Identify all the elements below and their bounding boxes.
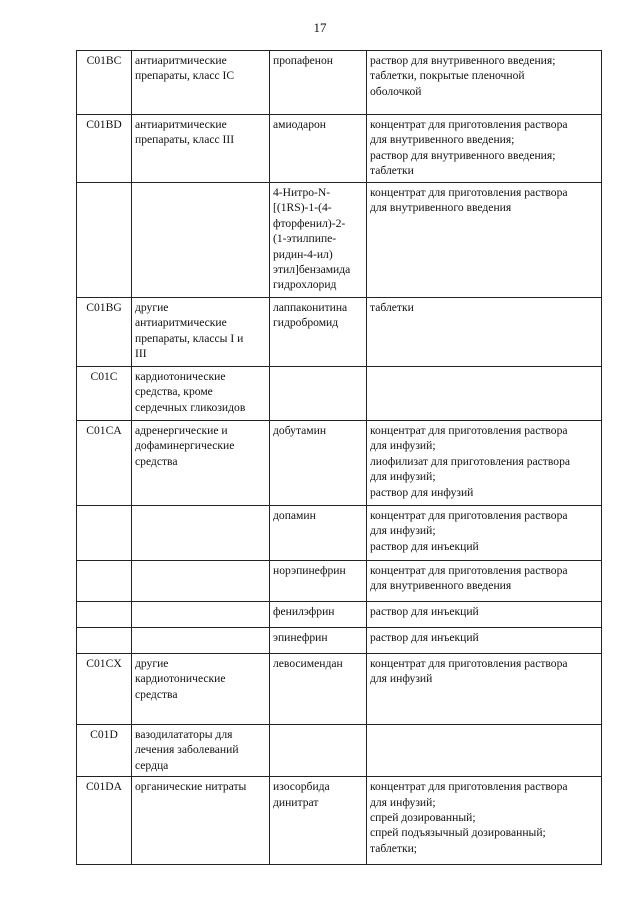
group-name-cell: [132, 602, 270, 628]
table-row: [77, 654, 602, 725]
drug-name-cell: допамин: [270, 506, 367, 561]
atc-code-cell: C01C: [77, 367, 132, 421]
table-row: [77, 506, 602, 561]
atc-code-cell: [77, 561, 132, 602]
drug-name-cell: фенилэфрин: [270, 602, 367, 628]
table-row: [77, 367, 602, 421]
table-row: [77, 561, 602, 602]
group-name-cell: [132, 561, 270, 602]
dosage-form-cell: раствор для инъекций: [367, 602, 602, 628]
atc-code-cell: C01BD: [77, 115, 132, 183]
table-row: [77, 51, 602, 115]
drug-name-cell: [270, 725, 367, 777]
table-row: [77, 777, 602, 865]
table-row: [77, 602, 602, 628]
table-row: [77, 183, 602, 298]
dosage-form-cell: концентрат для приготовления раствора для внутривенного введения; раствор для внутривенного введения; таблетки: [367, 115, 602, 183]
atc-code-cell: [77, 628, 132, 654]
dosage-form-cell: концентрат для приготовления раствора для инфузий; лиофилизат для приготовления раствора для инфузий; раствор для инфузий: [367, 421, 602, 506]
drug-name-cell: лаппаконитина гидробромид: [270, 298, 367, 367]
group-name-cell: антиаритмические препараты, класс III: [132, 115, 270, 183]
table-row: [77, 298, 602, 367]
group-name-cell: другие кардиотонические средства: [132, 654, 270, 725]
drug-name-cell: добутамин: [270, 421, 367, 506]
drug-name-cell: [270, 367, 367, 421]
dosage-form-cell: раствор для инъекций: [367, 628, 602, 654]
group-name-cell: адренергические и дофаминергические средства: [132, 421, 270, 506]
drug-name-cell: изосорбида динитрат: [270, 777, 367, 865]
atc-code-cell: [77, 183, 132, 298]
group-name-cell: вазодилататоры для лечения заболеваний сердца: [132, 725, 270, 777]
drug-name-cell: норэпинефрин: [270, 561, 367, 602]
drug-name-cell: амиодарон: [270, 115, 367, 183]
atc-code-cell: C01BG: [77, 298, 132, 367]
group-name-cell: антиаритмические препараты, класс IC: [132, 51, 270, 115]
group-name-cell: органические нитраты: [132, 777, 270, 865]
dosage-form-cell: раствор для внутривенного введения; таблетки, покрытые пленочной оболочкой: [367, 51, 602, 115]
dosage-form-cell: таблетки: [367, 298, 602, 367]
drug-name-cell: 4-Нитро-N- [(1RS)-1-(4- фторфенил)-2- (1-этилпипе- ридин-4-ил) этил]бензамида гидрохлорид: [270, 183, 367, 298]
dosage-form-cell: концентрат для приготовления раствора для инфузий: [367, 654, 602, 725]
group-name-cell: [132, 506, 270, 561]
table-row: [77, 421, 602, 506]
dosage-form-cell: [367, 725, 602, 777]
drug-classification-table: [76, 50, 602, 865]
atc-code-cell: C01D: [77, 725, 132, 777]
dosage-form-cell: [367, 367, 602, 421]
group-name-cell: [132, 628, 270, 654]
group-name-cell: другие антиаритмические препараты, классы I и III: [132, 298, 270, 367]
atc-code-cell: [77, 602, 132, 628]
dosage-form-cell: концентрат для приготовления раствора для инфузий; спрей дозированный; спрей подъязычный дозированный; таблетки;: [367, 777, 602, 865]
table-row: [77, 725, 602, 777]
table-row: [77, 115, 602, 183]
group-name-cell: кардиотонические средства, кроме сердечных гликозидов: [132, 367, 270, 421]
drug-name-cell: эпинефрин: [270, 628, 367, 654]
drug-name-cell: пропафенон: [270, 51, 367, 115]
dosage-form-cell: концентрат для приготовления раствора для инфузий; раствор для инъекций: [367, 506, 602, 561]
group-name-cell: [132, 183, 270, 298]
dosage-form-cell: концентрат для приготовления раствора для внутривенного введения: [367, 561, 602, 602]
atc-code-cell: C01CX: [77, 654, 132, 725]
page-number: 17: [313, 20, 327, 35]
atc-code-cell: C01CA: [77, 421, 132, 506]
dosage-form-cell: концентрат для приготовления раствора для внутривенного введения: [367, 183, 602, 298]
atc-code-cell: [77, 506, 132, 561]
table-row: [77, 628, 602, 654]
atc-code-cell: C01BC: [77, 51, 132, 115]
atc-code-cell: C01DA: [77, 777, 132, 865]
drug-name-cell: левосимендан: [270, 654, 367, 725]
